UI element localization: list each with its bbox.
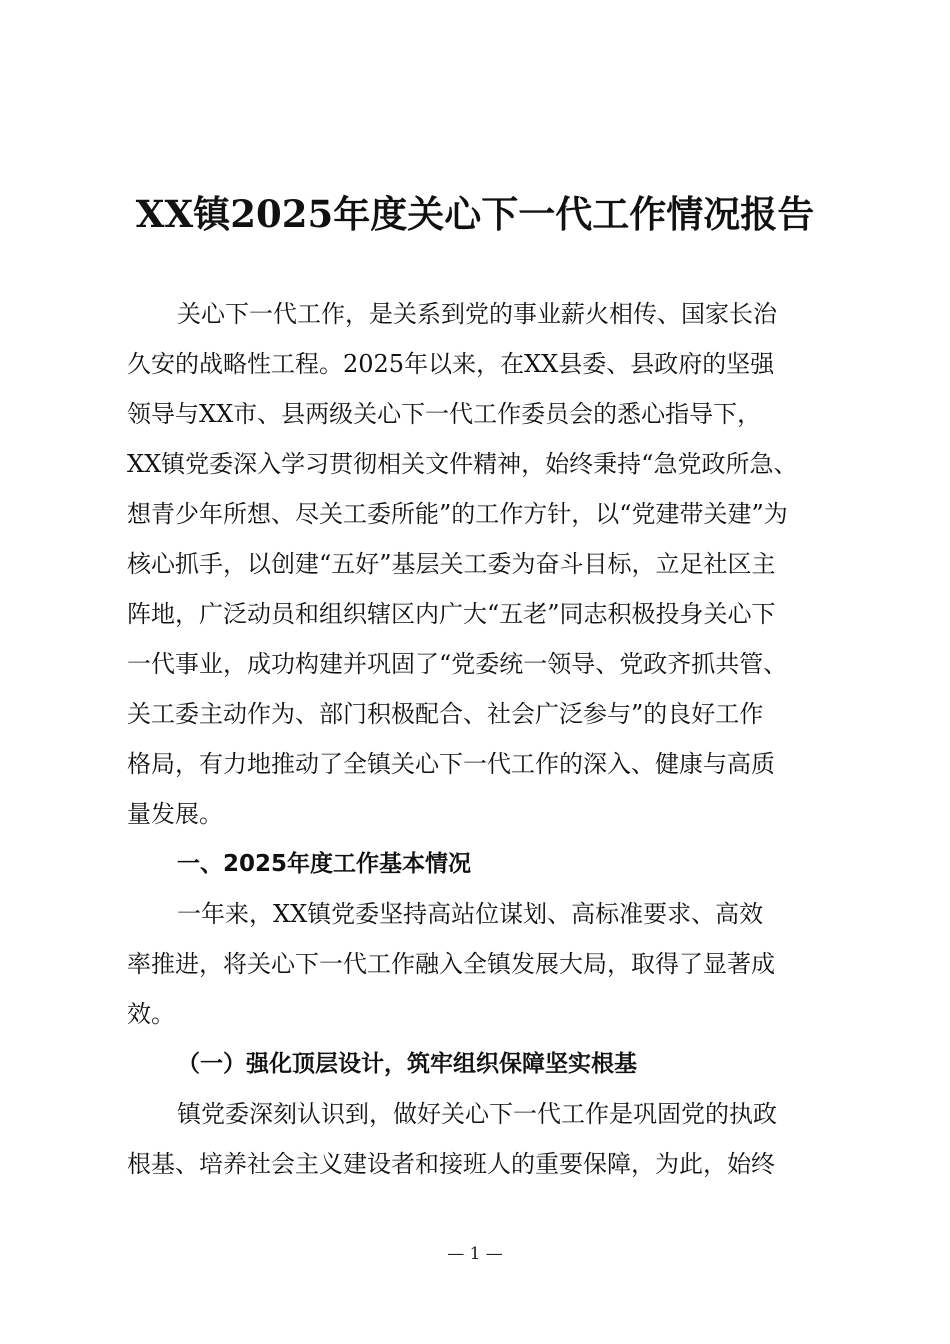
paragraph-line: 量发展。	[127, 800, 223, 828]
subsection-heading: （一）强化顶层设计，筑牢组织保障坚实根基	[177, 1051, 637, 1077]
document-title: XX镇2025年度关心下一代工作情况报告	[135, 192, 815, 236]
paragraph-line: 想青少年所想、尽关工委所能”的工作方针，以“党建带关建”为	[127, 500, 788, 528]
paragraph-line: 阵地，广泛动员和组织辖区内广大“五老”同志积极投身关心下	[127, 600, 776, 628]
paragraph-line: 镇党委深刻认识到，做好关心下一代工作是巩固党的执政	[177, 1100, 777, 1128]
paragraph-line: 根基、培养社会主义建设者和接班人的重要保障，为此，始终	[127, 1150, 775, 1178]
page-number: — 1 —	[447, 1244, 503, 1264]
paragraph-line: 格局，有力地推动了全镇关心下一代工作的深入、健康与高质	[127, 750, 775, 778]
paragraph-line: XX镇党委深入学习贯彻相关文件精神，始终秉持“急党政所急、	[127, 450, 798, 478]
paragraph-line: 久安的战略性工程。2025年以来，在XX县委、县政府的坚强	[127, 350, 775, 378]
section-heading: 一、2025年度工作基本情况	[177, 851, 472, 877]
paragraph-line: 一代事业，成功构建并巩固了“党委统一领导、党政齐抓共管、	[127, 650, 788, 678]
paragraph-line: 领导与XX市、县两级关心下一代工作委员会的悉心指导下，	[127, 400, 762, 428]
paragraph-line: 关工委主动作为、部门积极配合、社会广泛参与”的良好工作	[127, 700, 764, 728]
paragraph-line: 关心下一代工作，是关系到党的事业薪火相传、国家长治	[177, 300, 777, 328]
paragraph-line: 率推进，将关心下一代工作融入全镇发展大局，取得了显著成	[127, 950, 775, 978]
paragraph-line: 一年来，XX镇党委坚持高站位谋划、高标准要求、高效	[177, 900, 764, 928]
paragraph-line: 核心抓手，以创建“五好”基层关工委为奋斗目标，立足社区主	[127, 550, 776, 578]
paragraph-line: 效。	[127, 1000, 175, 1028]
document-body	[127, 289, 827, 1189]
